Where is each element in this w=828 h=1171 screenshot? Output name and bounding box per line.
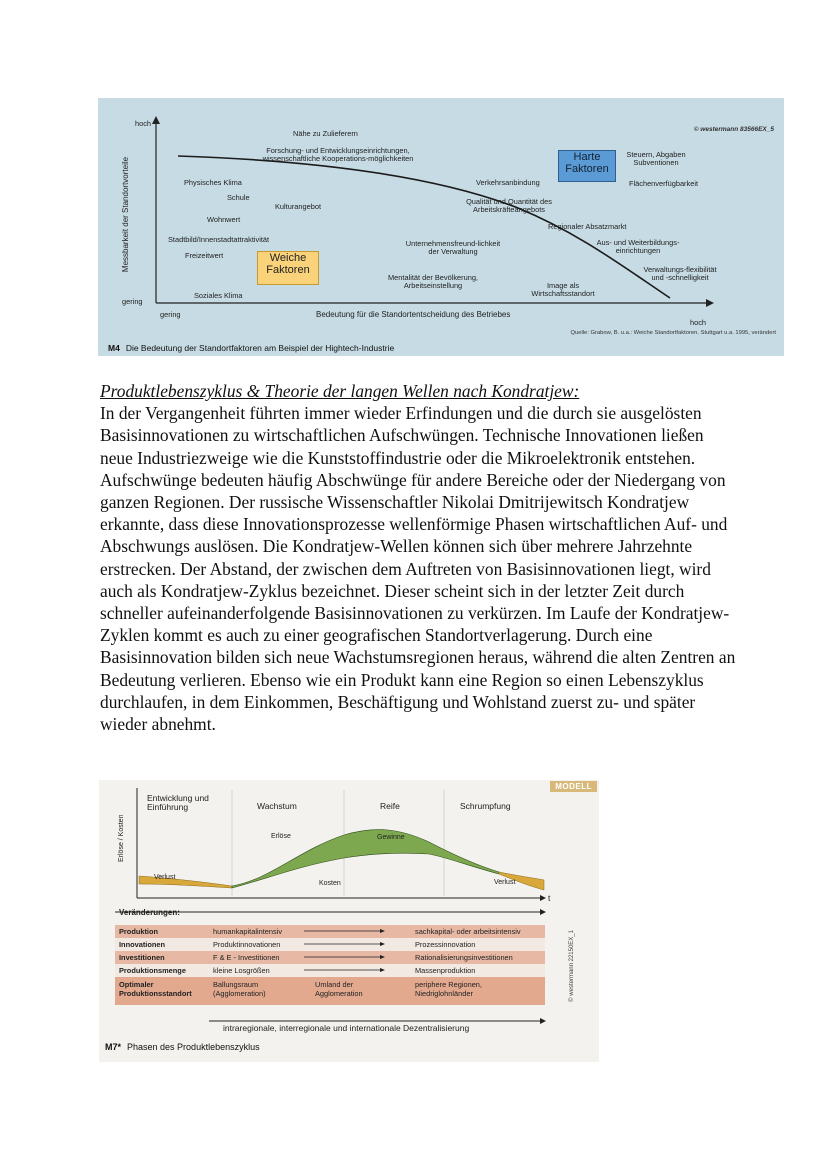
table-row (115, 925, 545, 938)
row-to: Rationalisierungsinvestitionen (415, 953, 513, 962)
x-low-label: gering (160, 310, 181, 319)
row-name: Produktion (119, 927, 159, 936)
figure2-caption (105, 1042, 260, 1052)
factor-klima: Physisches Klima (184, 178, 242, 187)
factor-mentalitaet: Mentalität der Bevölkerung, Arbeitseinstellung (388, 273, 478, 290)
factor-aus: Aus- und Weiterbildungs-einrichtungen (596, 238, 680, 255)
row-from: Produktinnovationen (213, 940, 281, 949)
figure2-caption-number: M7* (105, 1042, 122, 1052)
factor-wohnwert: Wohnwert (207, 215, 241, 224)
standortfaktoren-figure (98, 98, 784, 356)
brand-label: © westermann 22150EX_1 (569, 930, 575, 1002)
row-to: Massenproduktion (415, 966, 476, 975)
row-from: Ballungsraum (Agglomeration) (213, 980, 266, 998)
table-row (115, 964, 545, 977)
factor-naehe: Nähe zu Zulieferern (293, 129, 358, 138)
x-axis-label: t (548, 893, 551, 903)
factor-flaechen: Flächenverfügbarkeit (629, 179, 699, 188)
source-label: Quelle: Grabow, B. u.a.: Weiche Standortfaktoren. Stuttgart u.a. 1995, verändert (570, 330, 776, 336)
factor-forschung: Forschung- und Entwicklungseinrichtungen, wissenschaftliche Kooperations-möglichkeiten (262, 146, 414, 163)
row-from: F & E - Investitionen (213, 953, 280, 962)
factor-qualitaet: Qualität und Quantität des Arbeitskräfteangebots (466, 197, 552, 214)
modell-badge: MODELL (550, 781, 597, 792)
table-row (115, 938, 545, 951)
row-to: periphere Regionen, Niedriglohnländer (415, 980, 482, 998)
factor-image: Image als Wirtschaftsstandort (531, 281, 595, 298)
changes-label: Veränderungen: (119, 908, 180, 917)
factor-freizeit: Freizeitwert (185, 251, 224, 260)
phase-label: Schrumpfung (460, 801, 511, 811)
row-to: Prozessinnovation (415, 940, 476, 949)
factor-verkehr: Verkehrsanbindung (476, 178, 540, 187)
figure2-caption-text: Phasen des Produktlebenszyklus (127, 1042, 260, 1052)
row-from: kleine Losgrößen (213, 966, 270, 975)
x-axis-label: Bedeutung für die Standortentscheidung des Betriebes (316, 310, 511, 319)
lifecycle-diagram (99, 780, 599, 1062)
row-name: Innovationen (119, 940, 165, 949)
article-text (100, 380, 740, 735)
soft-factors-box: Weiche Faktoren (257, 251, 319, 285)
factor-verwaltung: Verwaltungs-flexibilität und -schnelligkeit (643, 265, 717, 282)
factor-kultur: Kulturangebot (275, 202, 322, 211)
figure1-caption (108, 343, 394, 353)
label-erloese: Erlöse (271, 833, 291, 840)
factor-absatz: Regionaler Absatzmarkt (548, 222, 627, 231)
y-high-label: hoch (135, 119, 152, 128)
row-from: humankapitalintensiv (213, 927, 283, 936)
dezentralisierung-label: intraregionale, interregionale und internationale Dezentralisierung (223, 1023, 470, 1033)
factor-schule: Schule (227, 193, 250, 202)
table-row (115, 978, 545, 1004)
phase-label: Wachstum (257, 801, 297, 811)
table-row (115, 951, 545, 964)
brand-label: © westermann 83566EX_5 (693, 126, 774, 133)
figure1-caption-number: M4 (108, 343, 120, 353)
row-mid: Umland der Agglomeration (315, 980, 363, 998)
row-name: Optimaler Produktionsstandort (119, 980, 192, 998)
row-to: sachkapital- oder arbeitsintensiv (415, 927, 521, 936)
x-high-label: hoch (690, 318, 707, 327)
row-name: Produktionsmenge (119, 966, 186, 975)
label-verlust-right: Verlust (494, 879, 516, 886)
label-gewinne: Gewinne (377, 834, 405, 841)
factor-sozial: Soziales Klima (194, 291, 243, 300)
x-axis-arrow (706, 299, 714, 307)
y-axis-arrow (152, 116, 160, 124)
factor-stadtbild: Stadtbild/Innenstadtattraktivität (168, 235, 270, 244)
label-kosten: Kosten (319, 880, 341, 887)
article-heading: Produktlebenszyklus & Theorie der langen Wellen nach Kondratjew: (100, 381, 580, 401)
figure1-caption-text: Die Bedeutung der Standortfaktoren am Beispiel der Hightech-Industrie (125, 343, 395, 353)
factor-steuern: Steuern, Abgaben Subventionen (626, 150, 686, 167)
y-low-label: gering (122, 297, 143, 306)
hard-factors-box: Harte Faktoren (558, 150, 616, 182)
changes-arrow-head (540, 909, 546, 915)
y-axis-label: Erlöse / Kosten (118, 814, 125, 862)
label-verlust-left: Verlust (154, 874, 176, 881)
phase-label: Entwicklung und Einführung (147, 793, 209, 812)
dezentralisierung-arrow-head (540, 1018, 546, 1024)
row-name: Investitionen (119, 953, 165, 962)
factor-unternehmen: Unternehmensfreund-lichkeit der Verwaltung (405, 239, 501, 256)
produktlebenszyklus-figure (99, 780, 599, 1062)
phase-label: Reife (380, 801, 400, 811)
y-axis-label: Messbarkeit der Standortvorteile (121, 156, 131, 273)
article-body: In der Vergangenheit führten immer wieder Erfindungen und die durch sie ausgelösten Basisinnovationen zu wirtschaftlichen Aufschwüngen. Technische Innovationen ließen neue Industriezweige wie die Kunststoffindustrie oder die Mikroelektronik entstehen. Aufschwünge bedeuten häufig Abschwünge für andere Bereiche oder der Niedergang von ganzen Regionen. Der russische Wissenschaftler Nikolai Dmitrijewitsch Kondratjew erkannte, dass diese Innovationsprozesse wellenförmige Phasen wirtschaftlichen Auf- und Abschwungs auslösen. Die Kondratjew-Wellen können sich über mehrere Jahrzehnte erstrecken. Der Abstand, der zwischen dem Auftreten von Basisinnovationen liegt, wird auch als Kondratjew-Zyklus bezeichnet. Dieser scheint sich in der letzter Zeit durch schneller aufeinanderfolgende Basisinnovationen zu verkürzen. Im Laufe der Kondratjew-Zyklen kommt es auch zu einer geografischen Standortverlagerung. Durch eine Basisinnovation bilden sich neue Wachstumsregionen heraus, während die alten Zentren an Bedeutung verlieren. Ebenso wie ein Produkt kann eine Region so einen Lebenszyklus durchlaufen, in dem Einkommen, Beschäftigung und Wohlstand zuerst zu- und später wieder abnehmt. (100, 403, 736, 735)
